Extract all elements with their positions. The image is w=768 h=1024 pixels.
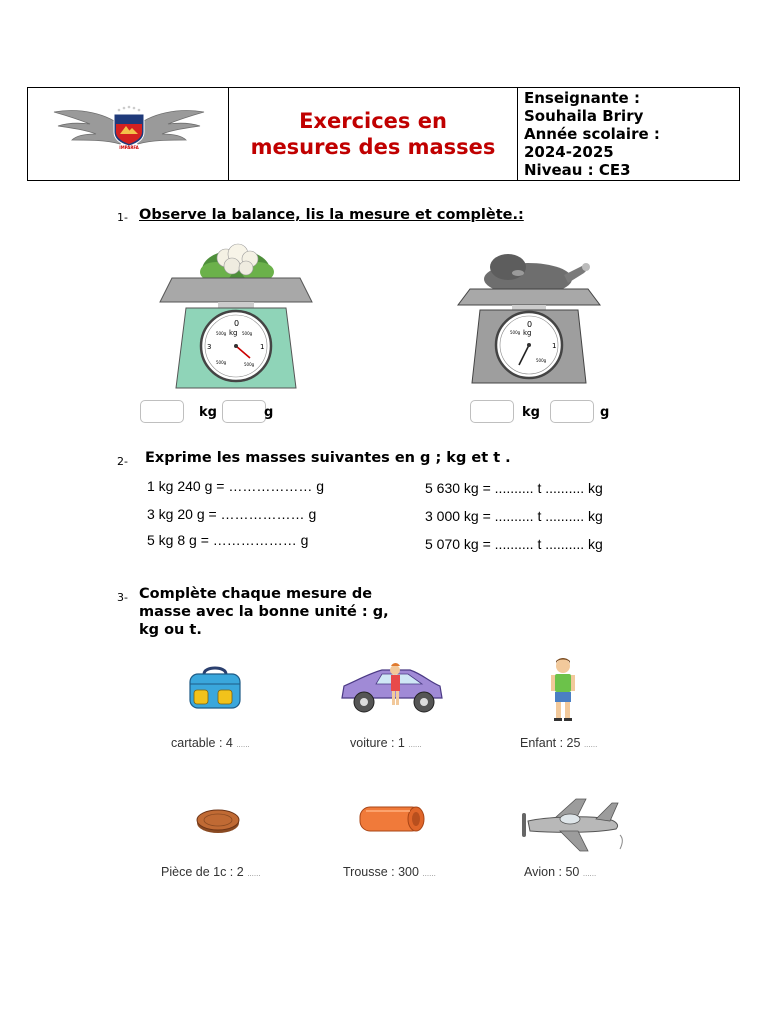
- dial-500g-b: 500g: [216, 331, 227, 336]
- item-dots-avion[interactable]: ......: [582, 869, 597, 878]
- header-table: [27, 87, 740, 181]
- ex1-number: 1-: [117, 211, 128, 224]
- dial-three: 3: [207, 343, 212, 351]
- item-dots-cartable[interactable]: ......: [236, 740, 250, 749]
- page-title: [251, 108, 496, 160]
- year-label: Année scolaire :: [524, 125, 660, 143]
- answer-box-g-2[interactable]: [550, 400, 594, 423]
- dial2-500g-b: 500g: [536, 358, 547, 363]
- unit-g-2: g: [600, 405, 610, 420]
- ex2-instruction: Exprime les masses suivantes en g ; kg et t .: [145, 450, 511, 466]
- title-line-2: mesures des masses: [250, 135, 496, 159]
- item-text-trousse: Trousse : 300: [343, 865, 419, 879]
- year-value: 2024-2025: [524, 143, 614, 161]
- child-icon: [548, 656, 578, 722]
- ex2-right-3[interactable]: 5 070 kg = .......... t .......... kg: [425, 536, 603, 552]
- dial2-500g-a: 500g: [510, 330, 521, 335]
- item-label-piece: [161, 865, 261, 879]
- dial-zero: 0: [234, 319, 240, 328]
- ex1-instruction: Observe la balance, lis la mesure et complète.:: [139, 207, 524, 223]
- ex3-instruction-line-2: masse avec la bonne unité : g,: [139, 604, 389, 620]
- ex2-right-1[interactable]: 5 630 kg = .......... t .......... kg: [425, 480, 603, 496]
- answer-box-kg-2[interactable]: [470, 400, 514, 423]
- answer-box-g-1[interactable]: [222, 400, 266, 423]
- dial-500g-a: 500g: [242, 331, 253, 336]
- schoolbag-icon: [186, 666, 244, 712]
- item-dots-trousse[interactable]: ......: [422, 869, 436, 878]
- item-dots-piece[interactable]: ......: [247, 869, 261, 878]
- ex2-left-3[interactable]: 5 kg 8 g = ……………… g: [147, 532, 309, 548]
- item-text-voiture: voiture : 1: [350, 736, 405, 750]
- answer-box-kg-1[interactable]: [140, 400, 184, 423]
- ex2-left-1[interactable]: 1 kg 240 g = ……………… g: [147, 478, 325, 494]
- scale-chicken: [456, 245, 602, 385]
- dial2-one: 1: [552, 342, 557, 350]
- item-label-avion: [524, 865, 596, 879]
- unit-kg-2: kg: [522, 405, 540, 420]
- ex2-number: 2-: [117, 455, 128, 468]
- dial-kg: kg: [229, 329, 238, 337]
- logo-text: IMPARFA: [119, 145, 139, 150]
- level: Niveau : CE3: [524, 161, 631, 179]
- ex2-left-2[interactable]: 3 kg 20 g = ……………… g: [147, 506, 317, 522]
- ex3-instruction-line-3: kg ou t.: [139, 622, 202, 638]
- dial-500g-d: 500g: [244, 362, 255, 367]
- item-text-enfant: Enfant : 25: [520, 736, 581, 750]
- car-icon: [338, 660, 444, 716]
- coin-icon: [195, 808, 241, 834]
- school-logo: [28, 88, 229, 182]
- scale-cauliflower: [156, 240, 316, 392]
- dial2-kg: kg: [523, 329, 532, 337]
- item-label-voiture: [350, 736, 422, 750]
- item-label-trousse: [343, 865, 436, 879]
- dial-500g-c: 500g: [216, 360, 227, 365]
- ex2-right-2[interactable]: 3 000 kg = .......... t .......... kg: [425, 508, 603, 524]
- title-line-1: Exercices en: [299, 109, 447, 133]
- teacher-name: Souhaila Briry: [524, 107, 644, 125]
- unit-kg-1: kg: [199, 405, 217, 420]
- school-logo-cell: [28, 88, 229, 180]
- dial2-zero: 0: [527, 320, 533, 329]
- ex3-number: 3-: [117, 591, 128, 604]
- item-label-enfant: [520, 736, 597, 750]
- item-dots-enfant[interactable]: ......: [583, 740, 598, 749]
- title-cell: [229, 88, 518, 180]
- airplane-icon: [516, 795, 626, 857]
- pencil-case-icon: [356, 803, 428, 835]
- dial-one: 1: [260, 343, 265, 351]
- item-text-avion: Avion : 50: [524, 865, 580, 879]
- item-text-piece: Pièce de 1c : 2: [161, 865, 244, 879]
- info-cell: [518, 88, 739, 180]
- item-text-cartable: cartable : 4: [171, 736, 233, 750]
- item-dots-voiture[interactable]: ......: [408, 740, 422, 749]
- teacher-label: Enseignante :: [524, 89, 640, 107]
- item-label-cartable: [171, 736, 250, 750]
- unit-g-1: g: [264, 405, 274, 420]
- ex3-instruction-line-1: Complète chaque mesure de: [139, 586, 373, 602]
